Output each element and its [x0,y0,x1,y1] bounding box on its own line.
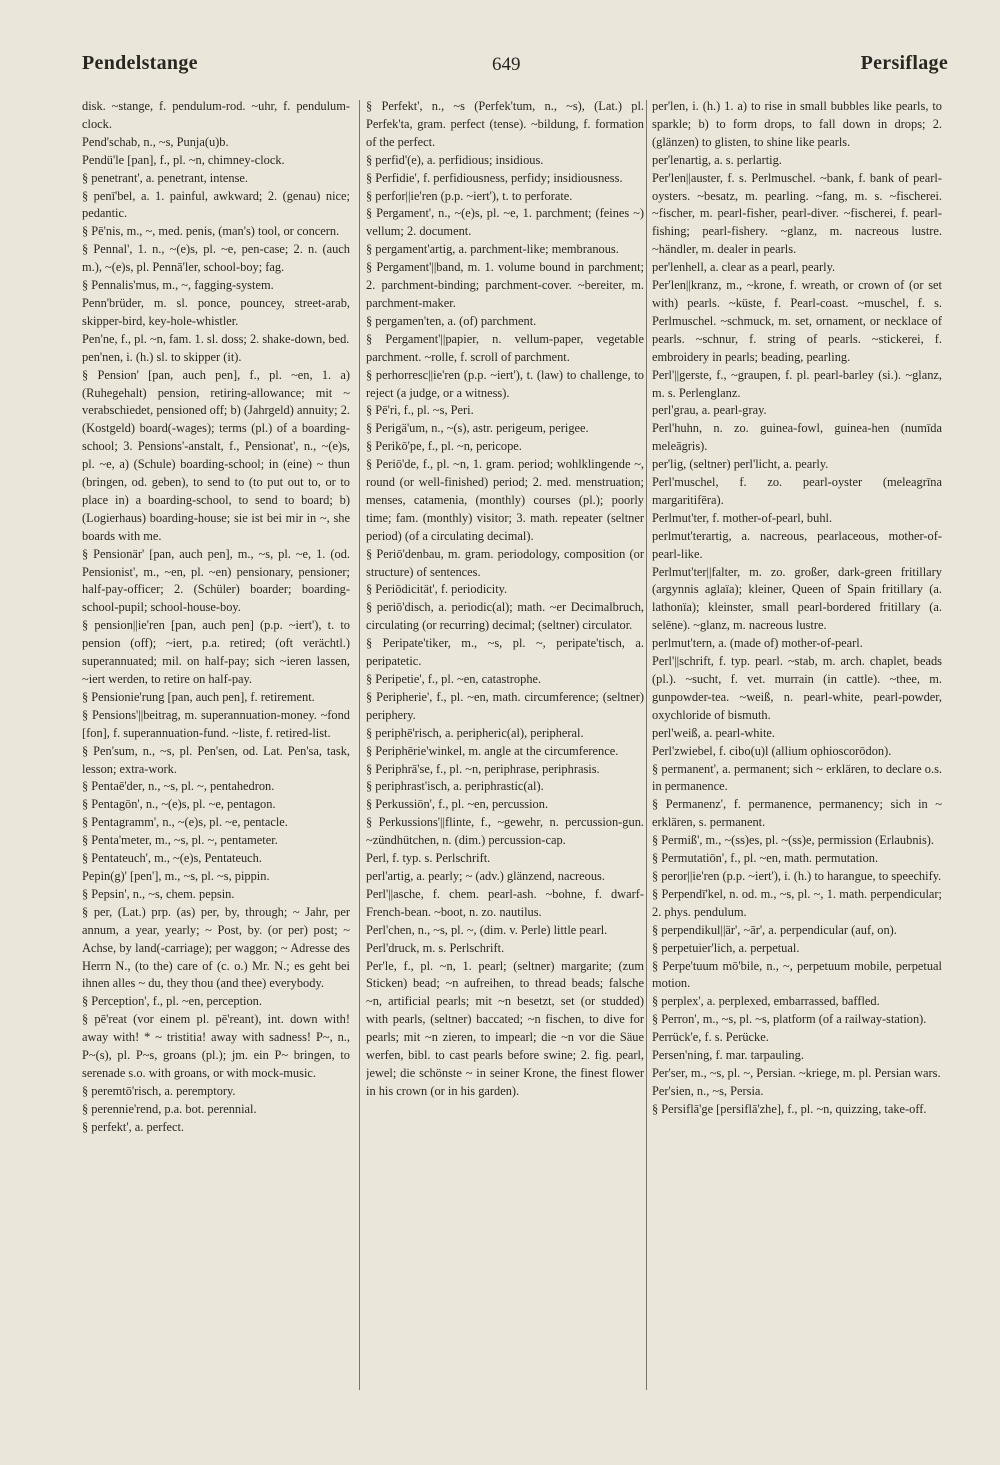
dictionary-entry: Pepin(g)' [pen'], m., ~s, pl. ~s, pippin. [82,868,270,883]
dictionary-entry: § perplex', a. perplexed, embarrassed, baffled. [652,994,880,1009]
dictionary-entry: perlmut'tern, a. (made of) mother-of-pearl. [652,636,863,651]
dictionary-entry: Persen'ning, f. mar. tarpauling. [652,1048,804,1063]
column-divider [646,100,647,1390]
dictionary-entry: perlmut'terartig, a. nacreous, pearlaceous, mother-of-pearl-like. [652,528,942,561]
dictionary-entry: § pergamen'ten, a. (of) parchment. [366,313,537,328]
dictionary-entry: § pension||ie'ren [pan, auch pen] (p.p. ~iert'), t. to pension (off); ~iert, p.a. retired; (oft verächtl.) superannuated; mil. on half-pay; sich ~ieren lassen, ~iert werden, to retire on half-pay. [82,618,350,686]
dictionary-entry: § Permanenz', f. permanence, permanency; sich in ~ erklären, s. permanent. [652,797,942,830]
column-2 [366,98,644,1398]
dictionary-entry: Per'len||auster, f. s. Perlmuschel. ~bank, f. bank of pearl-oysters. ~besatz, m. pearling. ~fang, m. s. ~fischerei. ~fischer, m. pearl-fisher, pearl-diver. ~fischerei, f. pearl-fishing; pearl-fishery. ~glanz, m. nacreous lustre. ~händler, m. dealer in pearls. [652,170,942,257]
dictionary-entry: Per'ser, m., ~s, pl. ~, Persian. ~kriege, m. pl. Persian wars. [652,1065,941,1080]
dictionary-entry: § Pensions'||beitrag, m. superannuation-money. ~fond [fon], f. superannuation-fund. ~liste, f. retired-list. [82,707,350,740]
dictionary-entry: § Perpe'tuum mō'bile, n., ~, perpetuum mobile, perpetual motion. [652,958,942,991]
dictionary-entry: § pergament'artig, a. parchment-like; membranous. [366,242,619,257]
dictionary-entry: § Pepsin', n., ~s, chem. pepsin. [82,886,235,901]
dictionary-entry: § perfekt', a. perfect. [82,1119,184,1134]
dictionary-entry: § Periō'denbau, m. gram. periodology, composition (or structure) of sentences. [366,546,644,579]
dictionary-entry: § Peripate'tiker, m., ~s, pl. ~, peripate'tisch, a. peripatetic. [366,636,644,669]
dictionary-entry: Perl'chen, n., ~s, pl. ~, (dim. v. Perle) little pearl. [366,922,608,937]
dictionary-entry: Perl'muschel, f. zo. pearl-oyster (meleagrīna margaritifēra). [652,475,942,507]
dictionary-entry: Perl'zwiebel, f. cibo(u)l (allium ophioscorōdon). [652,743,892,758]
dictionary-entry: per'lig, (seltner) perl'licht, a. pearly. [652,457,829,472]
dictionary-entry: perl'artig, a. pearly; ~ (adv.) glänzend, nacreous. [366,868,605,883]
dictionary-entry: Perl'huhn, n. zo. guinea-fowl, guinea-hen (numīda meleāgris). [652,421,942,454]
dictionary-entry: perl'weiß, a. pearl-white. [652,725,775,740]
dictionary-entry: § perhorresc||ie'ren (p.p. ~iert'), t. (law) to challenge, to reject (a judge, or a witness). [366,367,644,400]
dictionary-entry: § perennie'rend, p.a. bot. perennial. [82,1101,257,1116]
dictionary-entry: § Perigä'um, n., ~(s), astr. perigeum, perigee. [366,421,589,436]
dictionary-entry: disk. ~stange, f. pendulum-rod. ~uhr, f. pendulum-clock. [82,99,350,131]
dictionary-entry: § Pergament', n., ~(e)s, pl. ~e, 1. parchment; (feines ~) vellum; 2. document. [366,206,644,239]
dictionary-entry: Perl'druck, m. s. Perlschrift. [366,940,505,955]
dictionary-entry: § Perfekt', n., ~s (Perfek'tum, n., ~s), (Lat.) pl. Perfek'ta, gram. perfect (tense). ~bildung, f. formation of the perfect. [366,99,644,149]
dictionary-entry: § per, (Lat.) prp. (as) per, by, through; ~ Jahr, per annum, a year, yearly; ~ Post, by. (or per) post; ~ Achse, by land(-carriage); per waggon; ~ Adresse des Herrn N., (to the) care of (c. o.) Mr. N.; es geht bei ihnen alles ~ du, they thou (and thee) everybody. [82,904,350,991]
dictionary-entry: § Pennal', 1. n., ~(e)s, pl. ~e, pen-case; 2. n. (auch m.), ~(e)s, pl. Pennā'ler, school-boy; fag. [82,242,350,275]
column-divider [359,100,360,1390]
dictionary-entry: § Pē'ri, f., pl. ~s, Peri. [366,403,474,418]
dictionary-entry: Perl, f. typ. s. Perlschrift. [366,851,491,866]
dictionary-entry: Perl'||asche, f. chem. pearl-ash. ~bohne, f. dwarf-French-bean. ~boot, n. zo. nautilus. [366,886,644,919]
dictionary-entry: Pend'schab, n., ~s, Punja(u)b. [82,134,229,149]
dictionary-entry: § Persiflā'ge [persiflā'zhe], f., pl. ~n, quizzing, take-off. [652,1101,927,1116]
dictionary-entry: Perl'||schrift, f. typ. pearl. ~stab, m. arch. chaplet, beads (pl.). ~sucht, f. vet. murrain (in cattle). ~thee, m. gunpowder-tea. ~weiß, n. pearl-white, pearl-powder, oxychloride of bismuth. [652,654,942,722]
dictionary-entry: § perpetuier'lich, a. perpetual. [652,940,800,955]
dictionary-entry: Pen'ne, f., pl. ~n, fam. 1. sl. doss; 2. shake-down, bed. [82,331,350,346]
dictionary-entry: Penn'brüder, m. sl. ponce, pouncey, street-arab, skipper-bird, key-hole-whistler. [82,295,350,328]
dictionary-entry: Perl'||gerste, f., ~graupen, f. pl. pearl-barley (si.). ~glanz, m. s. Perlenglanz. [652,367,942,400]
dictionary-entry: § Pension' [pan, auch pen], f., pl. ~en, 1. a) (Ruhegehalt) pension, retiring-allowance; mit ~ verabschiedet, pensioned off; b) (Jahrgeld) annuity; 2. (Kostgeld) board(-wages); terms (pl.) of a boarding-school; 3. Pensions'-anstalt, f., Pensionat', n., ~(e)s, pl. ~e, a) (Schule) boarding-school; in (eine) ~ thun (bringen, od. geben), to send to (to put out to, or to place in) a boarding-school, to send to board; b) (Logierhaus) boarding-house; sie ist bei mir in ~, she boards with me. [82,367,350,543]
dictionary-entry: § pē'reat (vor einem pl. pē'reant), int. down with! away with! * ~ tristitia! away with sadness! P~, n., P~(s), pl. P~s, groans (pl.); jm. ein P~ bringen, to serenade s.o. with groans, or with mock-music. [82,1012,350,1080]
dictionary-entry: § Pergament'||papier, n. vellum-paper, vegetable parchment. ~rolle, f. scroll of parchment. [366,331,644,364]
dictionary-entry: § Pergament'||band, m. 1. volume bound in parchment; 2. parchment-binding; parchment-cover. ~bereiter, m. parchment-maker. [366,260,644,310]
dictionary-entry: § Periphrā'se, f., pl. ~n, periphrase, periphrasis. [366,761,600,776]
dictionary-entry: § Pentagramm', n., ~(e)s, pl. ~e, pentacle. [82,815,288,830]
dictionary-entry: § perfid'(e), a. perfidious; insidious. [366,152,544,167]
dictionary-entry: § Perkussions'||flinte, f., ~gewehr, n. percussion-gun. ~zündhütchen, n. (dim.) percussion-cap. [366,815,644,848]
dictionary-entry: § Periō'de, f., pl. ~n, 1. gram. period; wohlklingende ~, round (or well-finished) period; 2. med. menstruation; menses, catamenia, (monthly) courses (pl.); poorly time; fam. (monthly) visitor; 3. math. repeater (seltner period) (of a circulating decimal). [366,457,644,543]
dictionary-entry: § Pentagōn', n., ~(e)s, pl. ~e, pentagon. [82,797,276,812]
dictionary-entry: perl'grau, a. pearl-gray. [652,403,767,418]
dictionary-entry: § Perpendī'kel, n. od. m., ~s, pl. ~, 1. math. perpendicular; 2. phys. pendulum. [652,886,942,919]
dictionary-entry: § Perkussiōn', f., pl. ~en, percussion. [366,797,549,812]
dictionary-entry: § Perron', m., ~s, pl. ~s, platform (of a railway-station). [652,1012,927,1027]
dictionary-entry: per'lenartig, a. s. perlartig. [652,152,782,167]
dictionary-entry: § Pentateuch', m., ~(e)s, Pentateuch. [82,851,262,866]
column-1 [82,98,350,1398]
dictionary-entry: § Perfidie', f. perfidiousness, perfidy; insidiousness. [366,170,623,185]
dictionary-entry: § Perception', f., pl. ~en, perception. [82,994,262,1009]
dictionary-entry: pen'nen, i. (h.) sl. to skipper (it). [82,349,242,364]
dictionary-entry: § Peripetie', f., pl. ~en, catastrophe. [366,672,542,686]
dictionary-entry: § Periōdicität', f. periodicity. [366,582,508,597]
dictionary-entry: Pendü'le [pan], f., pl. ~n, chimney-clock. [82,152,285,167]
dictionary-entry: § perfor||ie'ren (p.p. ~iert'), t. to perforate. [366,188,573,203]
page-number: 649 [492,54,521,75]
dictionary-entry: § periphē'risch, a. peripheric(al), peripheral. [366,725,584,740]
dictionary-entry: per'lenhell, a. clear as a pearl, pearly. [652,260,836,275]
dictionary-entry: per'len, i. (h.) 1. a) to rise in small bubbles like pearls, to sparkle; b) to form drops, to fall down in drops; 2. (glänzen) to glisten, to shine like pearls. [652,99,942,149]
dictionary-entry: Per'sien, n., ~s, Persia. [652,1083,764,1098]
dictionary-entry: § Pensionie'rung [pan, auch pen], f. retirement. [82,689,315,704]
dictionary-entry: § periphrast'isch, a. periphrastic(al). [366,779,544,794]
dictionary-entry: Perlmut'ter||falter, m. zo. großer, dark-green fritillary (argynnis aglaïa); kleiner, Queen of Spain fritillary (a. lathonïa); kleinster, small pearl-bordered fritillary (a. selēne). ~glanz, m. nacreous lustre. [652,564,942,633]
right-running-headword: Persiflage [860,52,948,74]
dictionary-entry: § penī'bel, a. 1. painful, awkward; 2. (genau) nice; pedantic. [82,188,350,221]
dictionary-entry: § Pennalis'mus, m., ~, fagging-system. [82,278,274,293]
dictionary-entry: § peror||ie'ren (p.p. ~iert'), i. (h.) to harangue, to speechify. [652,868,942,883]
dictionary-entry: § penetrant', a. penetrant, intense. [82,170,248,185]
dictionary-entry: § Pentaē'der, n., ~s, pl. ~, pentahedron. [82,779,275,794]
dictionary-entry: § Penta'meter, m., ~s, pl. ~, pentameter. [82,833,278,848]
dictionary-entry: § Peripherie', f., pl. ~en, math. circumference; (seltner) periphery. [366,689,644,722]
dictionary-entry: § Periphērie'winkel, m. angle at the circumference. [366,743,619,758]
dictionary-entry: § Perikō'pe, f., pl. ~n, pericope. [366,439,522,454]
dictionary-entry: § Pē'nis, m., ~, med. penis, (man's) tool, or concern. [82,224,340,239]
dictionary-entry: Per'len||kranz, m., ~krone, f. wreath, or crown of (or set with) pearls. ~küste, f. Pearl-coast. ~muschel, f. s. Perlmuschel. ~schmuck, m. set, ornament, or necklace of pearls. ~schnur, f. string of pearls. ~stickerei, f. embroidery in pearls; beading, pearling. [652,278,942,364]
dictionary-entry: Perlmut'ter, f. mother-of-pearl, buhl. [652,510,833,525]
dictionary-entry: § peremtō'risch, a. peremptory. [82,1083,236,1098]
dictionary-entry: § perpendikul||är', ~ār', a. perpendicular (auf, on). [652,922,897,937]
column-3 [652,98,942,1398]
dictionary-entry: § Pensionär' [pan, auch pen], m., ~s, pl. ~e, 1. (od. Pensionist', m., ~en, pl. ~en) pensionary, pensioner; half-pay-officer; 2. (Schüler) boarder; boarding-school-pupil; school-house-boy. [82,546,350,615]
dictionary-entry: § periō'disch, a. periodic(al); math. ~er Decimalbruch, circulating (or recurring) decimal; (seltner) circulator. [366,600,644,633]
dictionary-entry: § Pen'sum, n., ~s, pl. Pen'sen, od. Lat. Pen'sa, task, lesson; extra-work. [82,743,350,776]
dictionary-entry: Per'le, f., pl. ~n, 1. pearl; (seltner) margarite; (zum Sticken) bead; ~n aufreihen, to thread beads; falsche ~n, artificial pearls; mit ~n besetzt, set (or studded) with pearls, (seltner) baccated; ~n fischen, to dive for pearls; mit ~n zieren, to impearl; die ~n vor die Säue werfen, bibl. to cast pearls before swine; 2. fig. pearl, jewel; die schönste ~ in seiner Krone, the finest flower in his crown (or in his garden). [366,958,644,1098]
left-running-headword: Pendelstange [82,52,198,74]
dictionary-entry: § Permiß', m., ~(ss)es, pl. ~(ss)e, permission (Erlaubnis). [652,833,935,848]
dictionary-entry: § Permutatiōn', f., pl. ~en, math. permutation. [652,851,879,866]
dictionary-entry: Perrück'e, f. s. Perücke. [652,1030,769,1045]
page-header [82,52,948,82]
dictionary-entry: § permanent', a. permanent; sich ~ erklären, to declare o.s. in permanence. [652,761,942,794]
